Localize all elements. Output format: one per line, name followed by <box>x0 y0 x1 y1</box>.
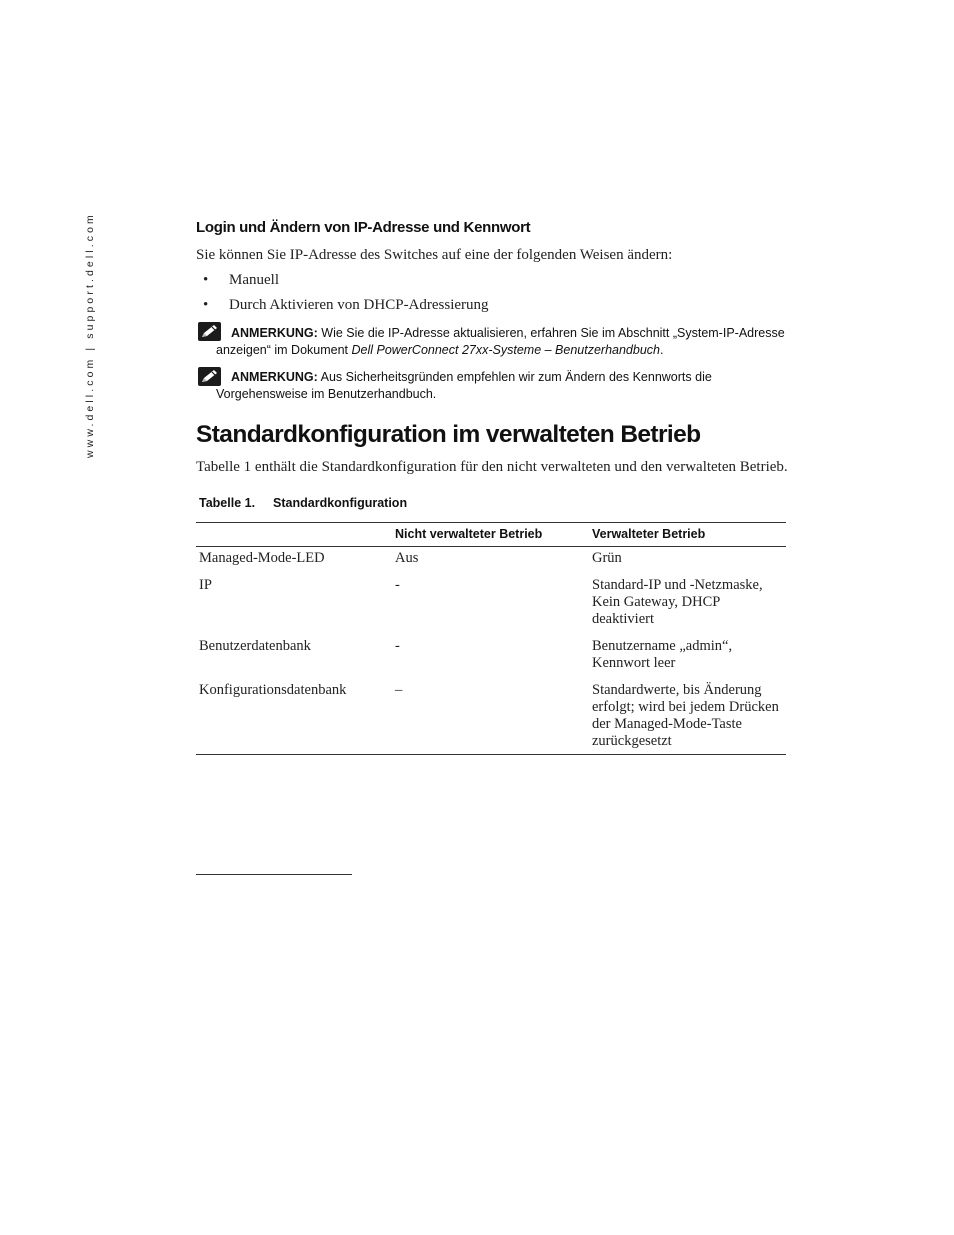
table-caption-number: Tabelle 1. <box>199 496 256 510</box>
table-cell: Benutzername „admin“, Kennwort leer <box>592 638 733 671</box>
table-cell: Konfigurationsdatenbank <box>196 680 392 755</box>
table-cell: Benutzerdatenbank <box>199 638 311 654</box>
table-cell: Standardwerte, bis Änderung erfolgt; wird bei jedem Drücken der Managed-Mode-Taste zurückgesetzt <box>589 680 786 755</box>
footnote-divider <box>196 874 352 875</box>
table-header-managed: Verwalteter Betrieb <box>589 523 786 547</box>
bullet-dot: • <box>203 272 209 288</box>
table-header-unmanaged: Nicht verwalteter Betrieb <box>392 523 589 547</box>
config-table <box>196 522 786 755</box>
table-cell: Aus <box>395 550 419 566</box>
table-cell: Grün <box>592 550 622 566</box>
table-cell: - <box>395 638 400 654</box>
table-cell: Managed-Mode-LED <box>199 550 325 566</box>
note-text-line2: anzeigen“ im Dokument Dell PowerConnect 27xx-Systeme – Benutzerhandbuch. <box>216 342 664 357</box>
table-row <box>196 547 786 576</box>
table-cell: – <box>392 680 589 755</box>
table-row <box>196 680 786 755</box>
table-cell: Standard-IP und -Netzmaske, Kein Gateway, DHCP deaktiviert <box>592 577 763 627</box>
note-label: ANMERKUNG: <box>231 326 318 340</box>
document-title: Dell PowerConnect 27xx-Systeme – Benutzerhandbuch <box>351 342 660 357</box>
bullet-item-dhcp <box>203 297 489 314</box>
table-caption-title: Standardkonfiguration <box>273 496 408 510</box>
bullet-text: Manuell <box>229 272 279 288</box>
note-ip-address <box>216 325 821 358</box>
table-row <box>196 636 786 680</box>
login-heading: Login und Ändern von IP-Adresse und Kennwort <box>196 219 531 236</box>
note-label: ANMERKUNG: <box>231 370 318 384</box>
note-pencil-icon <box>198 367 221 386</box>
note-text-line1: Aus Sicherheitsgründen empfehlen wir zum Ändern des Kennworts die <box>320 370 712 384</box>
bullet-text: Durch Aktivieren von DHCP-Adressierung <box>229 297 489 313</box>
table-cell: IP <box>199 577 212 593</box>
note-pencil-icon <box>198 322 221 341</box>
table-header-row <box>196 523 786 547</box>
section-intro: Tabelle 1 enthält die Standardkonfiguration für den nicht verwalteten und den verwalteten Betrieb. <box>196 459 788 475</box>
section-title: Standardkonfiguration im verwalteten Betrieb <box>196 421 701 448</box>
login-intro: Sie können Sie IP-Adresse des Switches auf eine der folgenden Weisen ändern: <box>196 247 673 263</box>
table-cell: - <box>395 577 400 593</box>
note-text-line1: Wie Sie die IP-Adresse aktualisieren, erfahren Sie im Abschnitt „System-IP-Adresse <box>321 326 785 340</box>
bullet-item-manual <box>203 272 279 289</box>
bullet-dot: • <box>203 297 209 313</box>
table-row <box>196 575 786 636</box>
note-password <box>216 369 821 402</box>
table-caption <box>199 496 407 510</box>
note-text-line2: Vorgehensweise im Benutzerhandbuch. <box>216 386 437 401</box>
table-header-setting <box>196 523 392 547</box>
side-url: www.dell.com | support.dell.com <box>84 212 96 458</box>
